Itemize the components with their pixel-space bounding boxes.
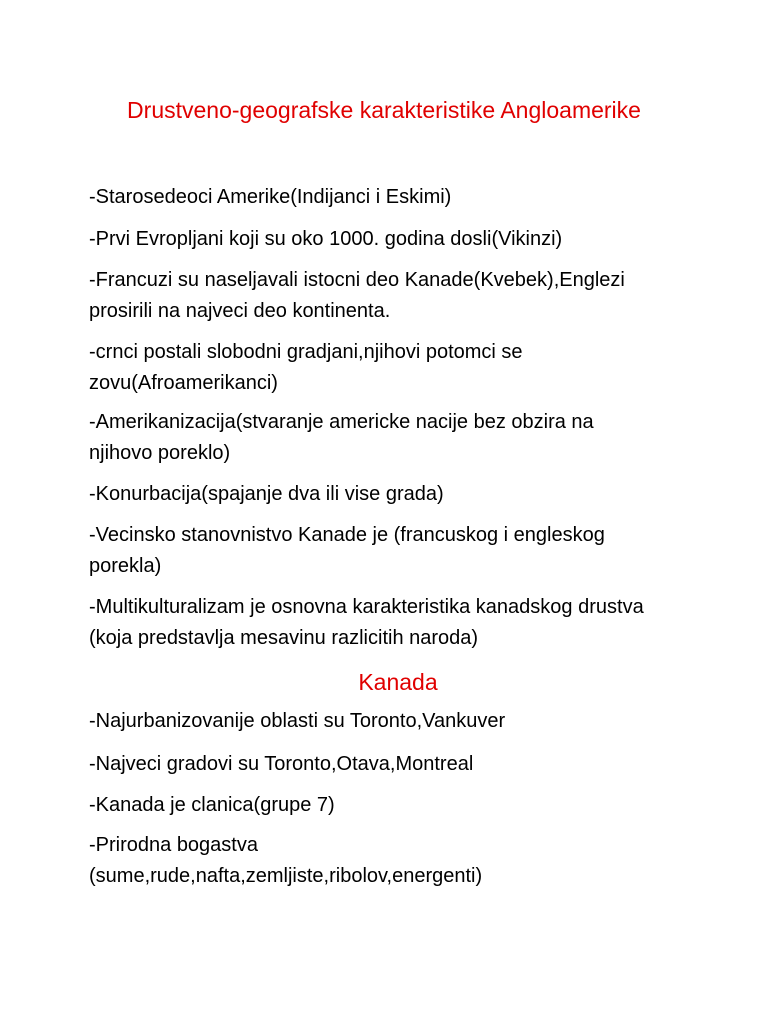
- list-item-line: -Vecinsko stanovnistvo Kanade je (francuskog i engleskog: [89, 524, 605, 546]
- list-item-line: -Kanada je clanica(grupe 7): [89, 794, 335, 816]
- list-item: [89, 706, 689, 737]
- document-title: Drustveno-geografske karakteristike Angloamerike: [127, 97, 641, 123]
- list-item: [89, 182, 689, 213]
- list-item-line: porekla): [89, 555, 162, 577]
- list-item-line: (sume,rude,nafta,zemljiste,ribolov,energenti): [89, 865, 483, 887]
- list-item-line: -crnci postali slobodni gradjani,njihovi potomci se: [89, 341, 523, 363]
- list-item-line: -Konurbacija(spajanje dva ili vise grada): [89, 483, 444, 505]
- list-item-line: -Starosedeoci Amerike(Indijanci i Eskimi): [89, 186, 452, 208]
- list-item: [89, 265, 689, 327]
- list-item-line: -Prirodna bogastva: [89, 834, 258, 856]
- list-item-line: -Amerikanizacija(stvaranje americke nacije bez obzira na: [89, 411, 594, 433]
- list-item: [89, 520, 689, 582]
- list-item-line: -Multikulturalizam je osnovna karakteristika kanadskog drustva: [89, 596, 644, 618]
- list-item: [89, 337, 689, 399]
- list-item: [89, 479, 689, 510]
- list-item: [89, 592, 689, 654]
- list-item-line: prosirili na najveci deo kontinenta.: [89, 300, 391, 322]
- list-item: [89, 830, 689, 892]
- list-item-line: -Prvi Evropljani koji su oko 1000. godina dosli(Vikinzi): [89, 228, 563, 250]
- list-item: [89, 224, 689, 255]
- list-item-line: -Francuzi su naseljavali istocni deo Kanade(Kvebek),Englezi: [89, 269, 625, 291]
- list-item: [89, 790, 689, 821]
- list-item: [89, 407, 689, 469]
- list-item-line: (koja predstavlja mesavinu razlicitih naroda): [89, 627, 479, 649]
- list-item-line: -Najveci gradovi su Toronto,Otava,Montreal: [89, 753, 474, 775]
- section-heading-kanada: Kanada: [358, 669, 438, 695]
- list-item-line: -Najurbanizovanije oblasti su Toronto,Vankuver: [89, 710, 506, 732]
- list-item: [89, 749, 689, 780]
- list-item-line: njihovo poreklo): [89, 442, 231, 464]
- list-item-line: zovu(Afroamerikanci): [89, 372, 278, 394]
